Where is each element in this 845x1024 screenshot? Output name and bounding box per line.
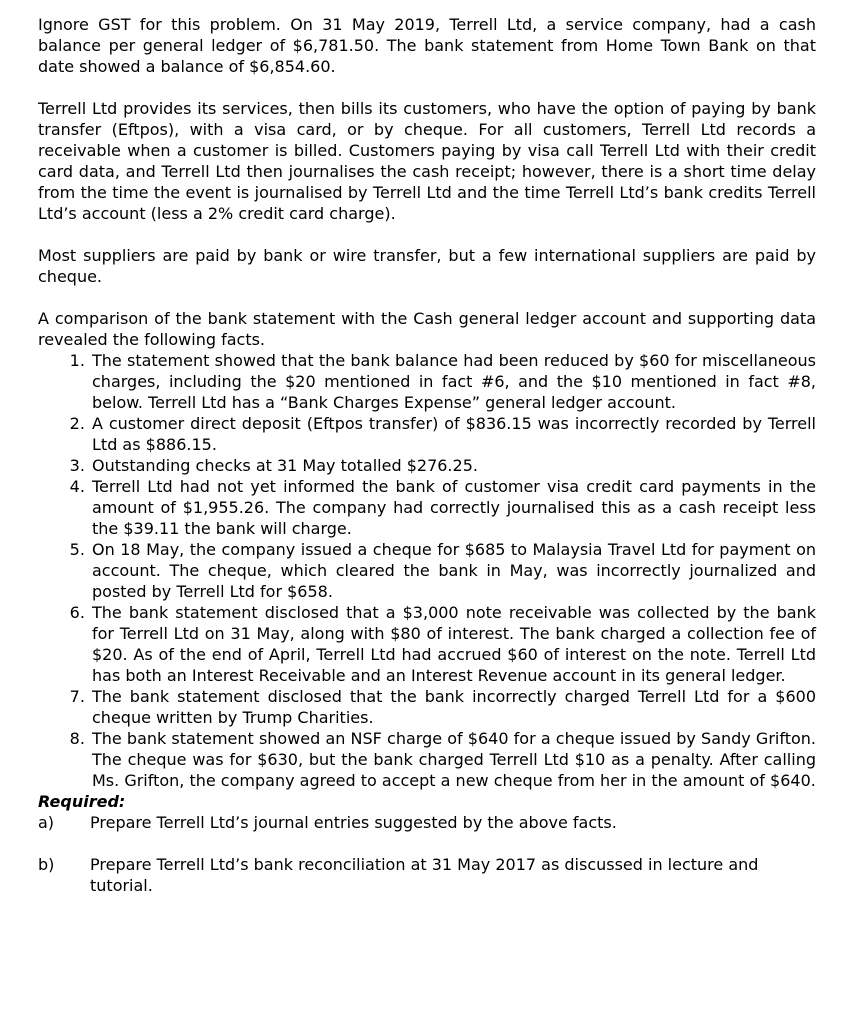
fact-item: 7. The bank statement disclosed that the bank incorrectly charged Terrell Ltd for a $600 cheque written by Trump Charities. xyxy=(90,686,816,728)
billing-paragraph: Terrell Ltd provides its services, then bills its customers, who have the option of paying by bank transfer (Eftpos), with a visa card, or by cheque. For all customers, Terrell Ltd records a receivable when a customer is billed. Customers paying by visa call Terrell Ltd with their credit card data, and Terrell Ltd then journalises the cash receipt; however, there is a short time delay from the time the event is journalised by Terrell Ltd and the time Terrell Ltd’s bank credits Terrell Ltd’s account (less a 2% credit card charge). xyxy=(38,99,816,223)
fact-item: 3. Outstanding checks at 31 May totalled $276.25. xyxy=(90,455,816,476)
suppliers-paragraph: Most suppliers are paid by bank or wire transfer, but a few international suppliers are paid by cheque. xyxy=(38,246,816,286)
required-item-text: Prepare Terrell Ltd’s bank reconciliation at 31 May 2017 as discussed in lecture and tutorial. xyxy=(90,855,759,895)
required-heading: Required: xyxy=(38,792,126,811)
fact-item: 4. Terrell Ltd had not yet informed the bank of customer visa credit card payments in the amount of $1,955.26. The company had correctly journalised this as a cash receipt less the $39.11 the bank will charge. xyxy=(90,476,816,539)
facts-list xyxy=(38,350,816,791)
required-item-a xyxy=(38,812,816,833)
problem-document xyxy=(38,14,816,917)
required-item-b xyxy=(38,854,816,896)
fact-item: 1. The statement showed that the bank balance had been reduced by $60 for miscellaneous charges, including the $20 mentioned in fact #6, and the $10 mentioned in fact #8, below. Terrell Ltd has a “Bank Charges Expense” general ledger account. xyxy=(90,350,816,413)
fact-item: 8. The bank statement showed an NSF charge of $640 for a cheque issued by Sandy Grifton. The cheque was for $630, but the bank charged Terrell Ltd $10 as a penalty. After calling Ms. Grifton, the company agreed to accept a new cheque from her in the amount of $640. xyxy=(90,728,816,791)
fact-item: 2. A customer direct deposit (Eftpos transfer) of $836.15 was incorrectly recorded by Terrell Ltd as $886.15. xyxy=(90,413,816,455)
intro-paragraph: Ignore GST for this problem. On 31 May 2019, Terrell Ltd, a service company, had a cash balance per general ledger of $6,781.50. The bank statement from Home Town Bank on that date showed a balance of $6,854.60. xyxy=(38,15,816,76)
required-item-letter: b) xyxy=(38,855,55,874)
required-item-text: Prepare Terrell Ltd’s journal entries suggested by the above facts. xyxy=(90,813,617,832)
fact-item: 5. On 18 May, the company issued a cheque for $685 to Malaysia Travel Ltd for payment on account. The cheque, which cleared the bank in May, was incorrectly journalized and posted by Terrell Ltd for $658. xyxy=(90,539,816,602)
comparison-paragraph: A comparison of the bank statement with the Cash general ledger account and supporting data revealed the following facts. xyxy=(38,309,816,349)
fact-item: 6. The bank statement disclosed that a $3,000 note receivable was collected by the bank for Terrell Ltd on 31 May, along with $80 of interest. The bank charged a collection fee of $20. As of the end of April, Terrell Ltd had accrued $60 of interest on the note. Terrell Ltd has both an Interest Receivable and an Interest Revenue account in its general ledger. xyxy=(90,602,816,686)
required-item-letter: a) xyxy=(38,813,55,832)
